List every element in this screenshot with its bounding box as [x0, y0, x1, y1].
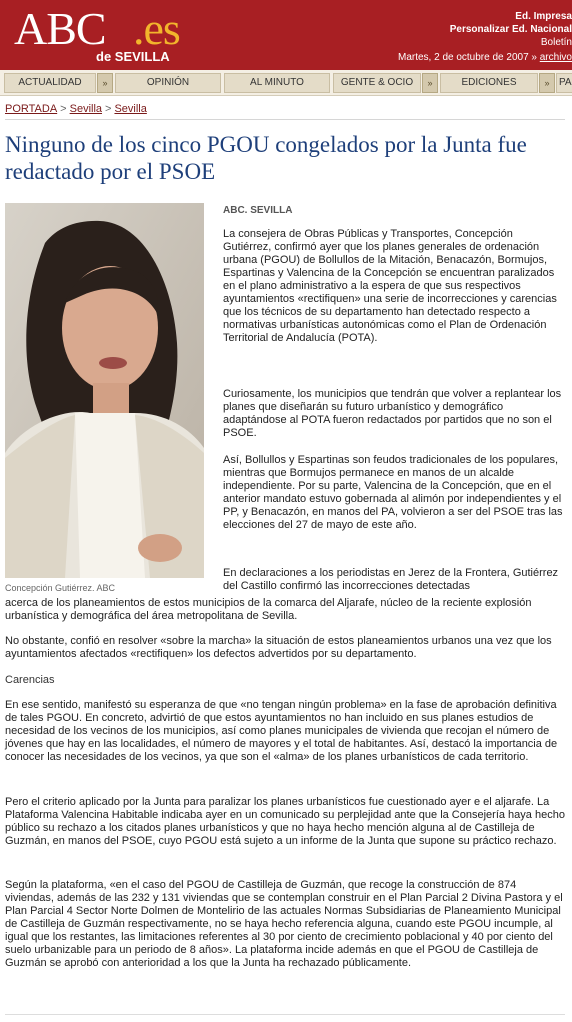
paragraph: acerca de los planeamientos de estos municipios de la comarca del Aljarafe, núcleo de la reciente explosión urbanística y demográfica del área metropolitana de Sevilla. — [5, 597, 532, 622]
nav-actualidad[interactable]: ACTUALIDAD — [4, 73, 96, 93]
nav-opinion[interactable]: OPINIÓN — [115, 73, 221, 93]
link-ed-impresa[interactable]: Ed. Impresa — [515, 11, 572, 22]
date-line — [398, 51, 572, 64]
paragraph: Así, Bollullos y Espartinas son feudos tradicionales de los populares, mientras que Bormujos permanece en manos de un alcalde independiente. Por su parte, Valencina de la Concepción, que en el anterior mandato estuvo gobernada al alimón por independientes y el PP, y Benacazón, en manos del PA, volvieron a ser del PSOE tras las elecciones del 27 de mayo de este año. — [223, 454, 563, 531]
link-personalizar[interactable]: Personalizar Ed. Nacional — [449, 24, 572, 35]
article-photo[interactable] — [5, 203, 204, 578]
site-header — [0, 0, 572, 70]
header-links — [398, 10, 572, 64]
logo-edition: de SEVILLA — [96, 49, 170, 64]
paragraph: En ese sentido, manifestó su esperanza de que «no tengan ningún problema» en la fase de aprobación definitiva de tales PGOU. En concreto, advirtió de que estos ayuntamientos no han incluido en sus planes estudios de necesidad de los vecinos de los municipios, así como planes municipales de vivienda que recojan el número de jóvenes que hay en las localidades, el número de mayores y el total de habitantes. Así, destacó la importancia de conocer las necesidades de los vecinos, ya que son el «alma» de los planes urbanísticos de cada territorio. — [5, 699, 558, 763]
paragraph: En declaraciones a los periodistas en Jerez de la Frontera, Gutiérrez del Castillo confirmó las incorrecciones detectadas — [223, 567, 559, 592]
breadcrumb-separator: > — [105, 103, 112, 115]
nav-gente-ocio[interactable]: GENTE & OCIO — [333, 73, 421, 93]
chevron-down-icon[interactable]: » — [539, 73, 555, 93]
main-nav — [0, 70, 572, 96]
chevron-down-icon[interactable]: » — [422, 73, 438, 93]
link-boletin[interactable]: Boletín — [540, 37, 572, 48]
breadcrumb-sevilla-1[interactable]: Sevilla — [69, 103, 103, 115]
header-date: Martes, 2 de octubre de 2007 » — [397, 52, 537, 63]
nav-al-minuto[interactable]: AL MINUTO — [224, 73, 330, 93]
link-archivo[interactable]: archivo — [539, 52, 572, 63]
paragraph: Pero el criterio aplicado por la Junta para paralizar los planes urbanísticos fue cuestionado ayer e el aljarafe. La Plataforma Valencina Habitable indicaba ayer en un comunicado su perplejidad ante que la Consejería haya hecho público su rechazo a los citados planes urbanísticos y que no haya hecho mención alguna al de Castilleja de Guzmán, en manos del PSOE, cuyo PGOU está sujeto a un informe de la Junta que supone su práctico rechazo. — [5, 796, 565, 847]
article-headline: Ninguno de los cinco PGOU congelados por la Junta fue redactado por el PSOE — [5, 132, 527, 184]
nav-ediciones[interactable]: EDICIONES — [440, 73, 538, 93]
nav-more[interactable]: PA — [556, 73, 572, 93]
portrait-image — [5, 203, 204, 578]
chevron-down-icon[interactable]: » — [97, 73, 113, 93]
paragraph: No obstante, confió en resolver «sobre la marcha» la situación de estos planeamientos urbanos una vez que los ayuntamientos afectados «rectifiquen» los defectos advertidos por su departamento. — [5, 635, 552, 660]
logo-abc: ABC — [14, 3, 106, 54]
subheading: Carencias — [5, 674, 55, 686]
logo-area[interactable] — [0, 0, 200, 70]
breadcrumb — [5, 103, 147, 115]
logo-es: .es — [133, 3, 180, 54]
divider — [5, 119, 565, 120]
photo-caption: Concepción Gutiérrez. ABC — [5, 583, 116, 593]
breadcrumb-separator: > — [60, 103, 67, 115]
divider — [5, 1014, 565, 1015]
breadcrumb-sevilla-2[interactable]: Sevilla — [114, 103, 147, 115]
paragraph: Según la plataforma, «en el caso del PGOU de Castilleja de Guzmán, que recoge la construcción de 874 viviendas, además de las 232 y 131 viviendas que se contemplan construir en el Plan Parcial 2 Divina Pastora y el Plan Parcial 4 Sector Norte Dolmen de Montelirio de las actuales Normas Subsidiarias de Planeamiento Municipal de Castilleja de Guzmán respectivamente, no se haya hecho referencia alguna, cuando este PGOU incumple, al igual que los restantes, las limitaciones referentes al 30 por ciento de crecimiento poblacional y 40 por ciento del suelo urbanizable para un periodo de 8 años». La plataforma incide además en que el PGOU de Castilleja de Guzmán se aprobó con anterioridad a los que la Junta ha rechazado públicamente. — [5, 879, 563, 969]
article-byline: ABC. SEVILLA — [223, 205, 293, 216]
paragraph: La consejera de Obras Públicas y Transportes, Concepción Gutiérrez, confirmó ayer que los planes generales de ordenación urbana (PGOU) de Bollullos de la Mitación, Benacazón, Bormujos, Espartinas y Valencina de la Concepción se encuentran paralizados en el plano administrativo a la espera de que sus respectivos ayuntamientos «rectifiquen» una serie de incorrecciones y carencias que los técnicos de su departamento han detectado respecto a normativas urbanísticas autonómicas como el Plan de Ordenación Territorial de Andalucía (POTA). — [223, 228, 557, 344]
breadcrumb-portada[interactable]: PORTADA — [5, 103, 58, 115]
paragraph: Curiosamente, los municipios que tendrán que volver a replantear los planes que diseñarán su futuro urbanístico y demográfico adaptándose al POTA fueron redactados por partidos que no son el PSOE. — [223, 388, 562, 439]
